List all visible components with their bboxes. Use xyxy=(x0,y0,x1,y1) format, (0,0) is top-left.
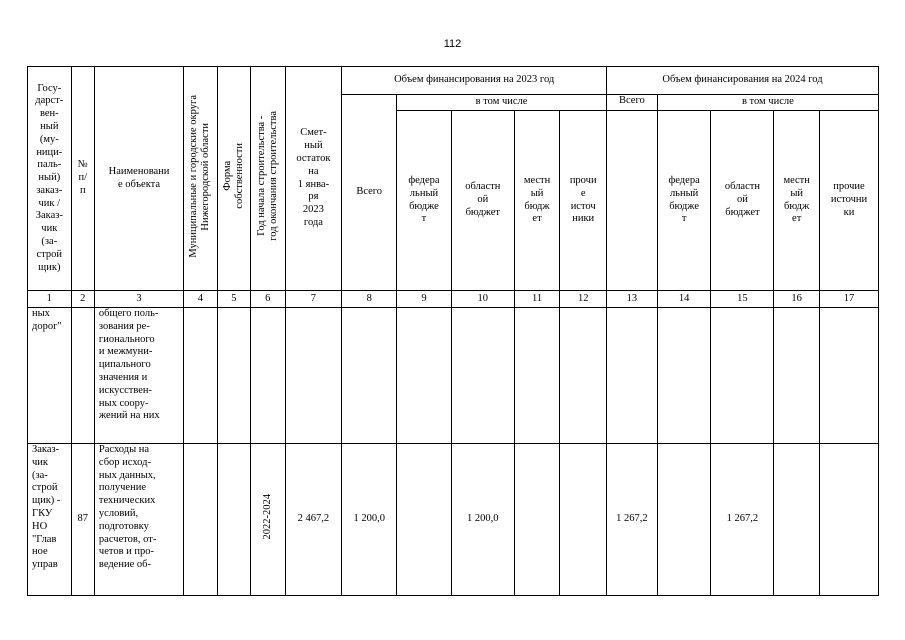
row-regional-2024: 1 267,2 xyxy=(711,444,774,596)
page-number: 112 xyxy=(443,38,462,50)
header-years: Год начала строительства - год окончания строительства xyxy=(251,67,285,291)
header-local-2024: местн ый бюдж ет xyxy=(774,111,820,291)
row-number: 87 xyxy=(71,444,94,596)
header-total-2023: Всего xyxy=(342,95,397,291)
row-other-2024 xyxy=(819,444,878,596)
row-number xyxy=(71,308,94,444)
header-regional-2024: областн ой бюджет xyxy=(711,111,774,291)
header-regional-2023: областн ой бюджет xyxy=(451,111,514,291)
header-including-2024: в том числе xyxy=(657,95,878,111)
column-number: 2 xyxy=(71,291,94,308)
row-customer: Заказ- чик (за- строй щик) - ГКУ НО "Глав ное управ xyxy=(28,444,72,596)
header-other-2024: прочие источни ки xyxy=(819,111,878,291)
row-ownership xyxy=(217,308,250,444)
row-regional-2024 xyxy=(711,308,774,444)
column-number: 1 xyxy=(28,291,72,308)
header-federal-2023: федера льный бюдже т xyxy=(397,111,452,291)
column-number: 15 xyxy=(711,291,774,308)
table-row xyxy=(28,308,879,444)
row-total-2023: 1 200,0 xyxy=(342,444,397,596)
header-object-name: Наименовани е объекта xyxy=(94,67,183,291)
row-customer: ных дорог" xyxy=(28,308,72,444)
row-total-2024: 1 267,2 xyxy=(607,444,658,596)
header-federal-2024: федера льный бюдже т xyxy=(657,111,711,291)
column-number: 10 xyxy=(451,291,514,308)
header-ownership: Форма собственности xyxy=(217,67,250,291)
row-regional-2023 xyxy=(451,308,514,444)
table-row xyxy=(28,444,879,596)
row-estimate-balance: 2 467,2 xyxy=(285,444,342,596)
row-local-2024 xyxy=(774,444,820,596)
header-local-2023: местн ый бюдж ет xyxy=(514,111,560,291)
header-funding-2023: Объем финансирования на 2023 год xyxy=(342,67,607,95)
header-number: № п/ п xyxy=(71,67,94,291)
row-local-2023 xyxy=(514,308,560,444)
header-total-2024: Всего xyxy=(607,95,658,111)
row-total-2023 xyxy=(342,308,397,444)
row-other-2023 xyxy=(560,308,607,444)
column-number: 4 xyxy=(184,291,217,308)
column-number: 8 xyxy=(342,291,397,308)
row-local-2023 xyxy=(514,444,560,596)
header-other-2023: прочи е источ ники xyxy=(560,111,607,291)
header-total-2024-empty xyxy=(607,111,658,291)
column-number: 6 xyxy=(251,291,285,308)
column-number: 5 xyxy=(217,291,250,308)
column-number: 7 xyxy=(285,291,342,308)
header-customer: Госу- дарст- вен- ный (му- ници- паль- ный) заказ- чик / Заказ- чик (за- строй щик) xyxy=(28,67,72,291)
row-federal-2024 xyxy=(657,308,711,444)
column-number: 12 xyxy=(560,291,607,308)
row-other-2023 xyxy=(560,444,607,596)
column-number: 3 xyxy=(94,291,183,308)
row-federal-2023 xyxy=(397,444,452,596)
column-number: 14 xyxy=(657,291,711,308)
row-municipality xyxy=(184,444,217,596)
row-regional-2023: 1 200,0 xyxy=(451,444,514,596)
header-municipality: Муниципальные и городские округа Нижегородской области xyxy=(184,67,217,291)
row-federal-2023 xyxy=(397,308,452,444)
financing-table xyxy=(27,66,879,596)
column-number: 16 xyxy=(774,291,820,308)
row-municipality xyxy=(184,308,217,444)
row-years xyxy=(251,308,285,444)
row-object-name: Расходы на сбор исход- ных данных, получение технических условий, подготовку расчетов, от- четов и про- ведение об- xyxy=(94,444,183,596)
column-number: 13 xyxy=(607,291,658,308)
header-estimate-balance: Смет- ный остаток на 1 янва- ря 2023 года xyxy=(285,67,342,291)
row-other-2024 xyxy=(819,308,878,444)
row-total-2024 xyxy=(607,308,658,444)
row-ownership xyxy=(217,444,250,596)
column-number: 9 xyxy=(397,291,452,308)
header-including-2023: в том числе xyxy=(397,95,607,111)
row-local-2024 xyxy=(774,308,820,444)
row-federal-2024 xyxy=(657,444,711,596)
row-estimate-balance xyxy=(285,308,342,444)
header-funding-2024: Объем финансирования на 2024 год xyxy=(607,67,879,95)
row-years: 2022-2024 xyxy=(251,444,285,596)
column-number: 17 xyxy=(819,291,878,308)
column-number: 11 xyxy=(514,291,560,308)
row-object-name: общего поль- зования ре- гионального и межмуни- ципального значения и искусствен- ных соору- жений на них xyxy=(94,308,183,444)
column-number-row xyxy=(28,291,879,308)
